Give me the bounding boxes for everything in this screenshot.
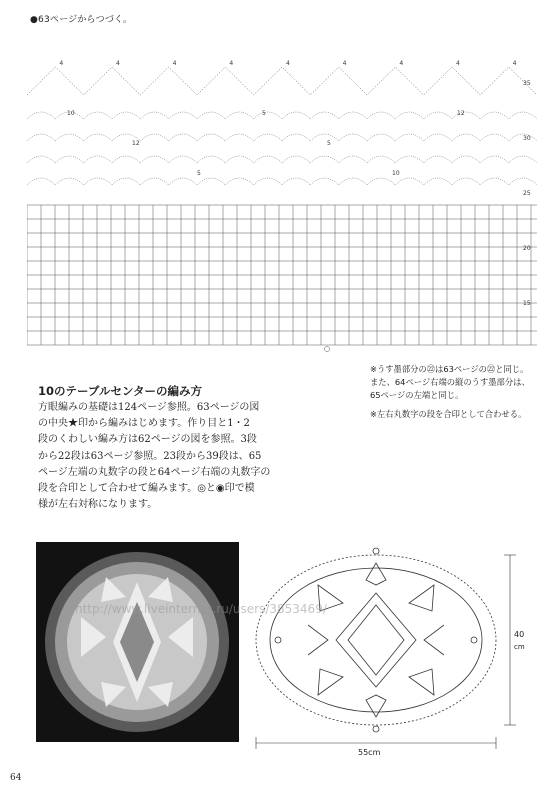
instruction-line: 段のくわしい編み方は62ページの図を参照。3段 bbox=[38, 434, 257, 446]
size-diagram bbox=[248, 545, 548, 760]
crochet-chart bbox=[27, 55, 537, 355]
chart-top-label: 4 bbox=[342, 60, 347, 67]
chart-top-label: 4 bbox=[229, 60, 234, 67]
width-label: 55cm bbox=[358, 748, 381, 757]
chart-top-label: 4 bbox=[286, 60, 290, 67]
chart-top-label: 4 bbox=[512, 60, 517, 67]
page-number: 64 bbox=[10, 773, 22, 783]
instruction-line: 段を合印として合わせて編みます。◎と◉印で模 bbox=[38, 483, 255, 495]
note-line: ※うす墨部分の㉒は63ページの㉒と同じ。 bbox=[370, 364, 529, 374]
height-label: 40 bbox=[514, 630, 525, 639]
instruction-line: ページ左端の丸数字の段と64ページ右端の丸数字の bbox=[38, 466, 271, 478]
note-line: また、64ページ右端の縦のうす墨部分は、 bbox=[370, 377, 530, 387]
chart-top-label: 4 bbox=[116, 60, 120, 67]
instruction-line: から22段は63ページ参照。23段から39段は、65 bbox=[38, 450, 262, 462]
chart-side-label: 30 bbox=[523, 135, 531, 142]
instruction-line: 様が左右対称になります。 bbox=[38, 499, 158, 511]
chart-arch-row bbox=[27, 178, 537, 185]
instructions-text bbox=[38, 400, 338, 513]
chart-top-label: 4 bbox=[456, 60, 460, 67]
chart-side-label: 35 bbox=[523, 80, 531, 87]
note-line: 65ページの左端と同じ。 bbox=[370, 390, 464, 400]
chart-side-label: 20 bbox=[523, 245, 531, 252]
chart-side-label: 25 bbox=[523, 190, 531, 197]
chart-arch-row bbox=[27, 134, 537, 141]
chart-peaks bbox=[27, 67, 537, 95]
chart-row-number: 12 bbox=[132, 140, 140, 147]
chart-side-label: 15 bbox=[523, 300, 531, 307]
chart-row-number: 5 bbox=[197, 170, 201, 177]
chart-row-number: 5 bbox=[327, 140, 331, 147]
size-diagram-svg bbox=[248, 545, 548, 760]
chart-row-number: 12 bbox=[457, 110, 465, 117]
instruction-line: 方眼編みの基礎は124ページ参照。63ページの図 bbox=[38, 402, 260, 413]
watermark: http://www.liveinternet.ru/users/3853469/ bbox=[75, 602, 327, 616]
continued-note: ●63ページからつづく。 bbox=[30, 15, 133, 25]
crochet-chart-svg bbox=[27, 55, 537, 355]
chart-top-label: 4 bbox=[172, 60, 177, 67]
chart-notes bbox=[370, 363, 548, 421]
chart-arch-row bbox=[27, 156, 537, 163]
instruction-line: の中央★印から編みはじめます。作り目と1・2 bbox=[38, 418, 250, 430]
chart-center-mark bbox=[325, 347, 330, 352]
chart-row-number: 5 bbox=[262, 110, 266, 117]
note-line: ※左右丸数字の段を合印として合わせる。 bbox=[370, 409, 527, 419]
section-title: 10のテーブルセンターの編み方 bbox=[38, 384, 203, 398]
doily-photo-svg bbox=[36, 542, 239, 742]
chart-top-label: 4 bbox=[399, 60, 404, 67]
chart-row-number: 10 bbox=[392, 170, 400, 177]
chart-top-label: 4 bbox=[59, 60, 64, 67]
height-unit: cm bbox=[514, 643, 525, 651]
doily-photo bbox=[36, 542, 239, 742]
chart-row-number: 10 bbox=[67, 110, 75, 117]
